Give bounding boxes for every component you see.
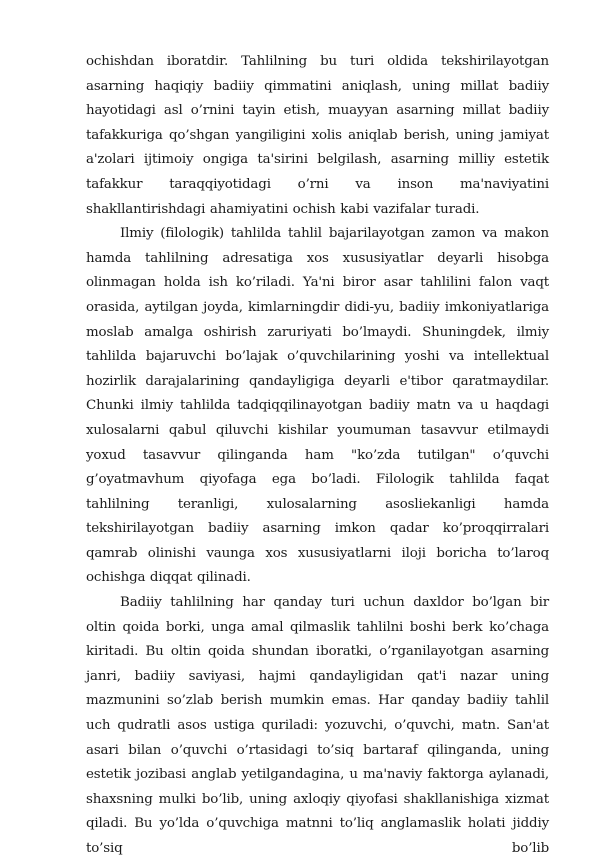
document-page (86, 50, 549, 862)
paragraph-scientific-analysis: Ilmiy (filologik) tahlilda tahlil bajarilayotgan zamon va makon hamda tahlilning adresatiga xos xususiyatlar deyarli hisobga olinmagan holda ish ko’riladi. Ya'ni biror asar tahlilini falon vaqt orasida, aytilgan joyda, kimlarningdir didi-yu, badiiy imkoniyatlariga moslab amalga oshirish zaruriyati bo’lmaydi. Shuningdek, ilmiy tahlilda bajaruvchi bo’lajak o’quvchilarining yoshi va intellektual hozirlik darajalarining qandayligiga deyarli e'tibor qaratmaydilar. Chunki ilmiy tahlilda tadqiqqilinayotgan badiiy matn va u haqdagi xulosalarni qabul qiluvchi kishilar youmuman tasavvur etilmaydi yoxud tasavvur qilinganda ham "ko’zda tutilgan" o’quvchi g’oyatmavhum qiyofaga ega bo’ladi. Filologik tahlilda faqat tahlilning teranligi, xulosalarning asosliekanligi hamda tekshirilayotgan badiiy asarning imkon qadar ko’proqqirralari qamrab olinishi vaunga xos xususiyatlarni iloji boricha to’laroq ochishga diqqat qilinadi. (86, 226, 549, 586)
paragraph-golden-rule: Badiiy tahlilning har qanday turi uchun daxldor bo’lgan bir oltin qoida borki, unga amal qilmaslik tahlilni boshi berk ko’chaga kiritadi. Bu oltin qoida shundan iboratki, o’rganilayotgan asarning janri, badiiy saviyasi, hajmi qandayligidan qat'i nazar uning mazmunini so’zlab berish mumkin emas. Har qanday badiiy tahlil uch qudratli asos ustiga quriladi: yozuvchi, o’quvchi, matn. San'at asari bilan o’quvchi o’rtasidagi to’siq bartaraf qilinganda, uning estetik jozibasi anglab yetilgandagina, u ma'naviy faktorga aylanadi, shaxsning mulki bo’lib, uning axloqiy qiyofasi shakllanishiga xizmat qiladi. Bu yo’lda o’quvchiga matnni to’liq anglamaslik holati jiddiy to’siq bo’lib (86, 595, 549, 856)
paragraph-continuation: ochishdan iboratdir. Tahlilning bu turi oldida tekshirilayotgan asarning haqiqiy badiiy qimmatini aniqlash, uning millat badiiy hayotidagi asl o’rnini tayin etish, muayyan asarning millat badiiy tafakkuriga qo’shgan yangiligini xolis aniqlab berish, uning jamiyat a'zolari ijtimoiy ongiga ta'sirini belgilash, asarning milliy estetik tafakkur taraqqiyotidagi o’rni va inson ma'naviyatini shakllantirishdagi ahamiyatini ochish kabi vazifalar turadi. (86, 54, 549, 217)
